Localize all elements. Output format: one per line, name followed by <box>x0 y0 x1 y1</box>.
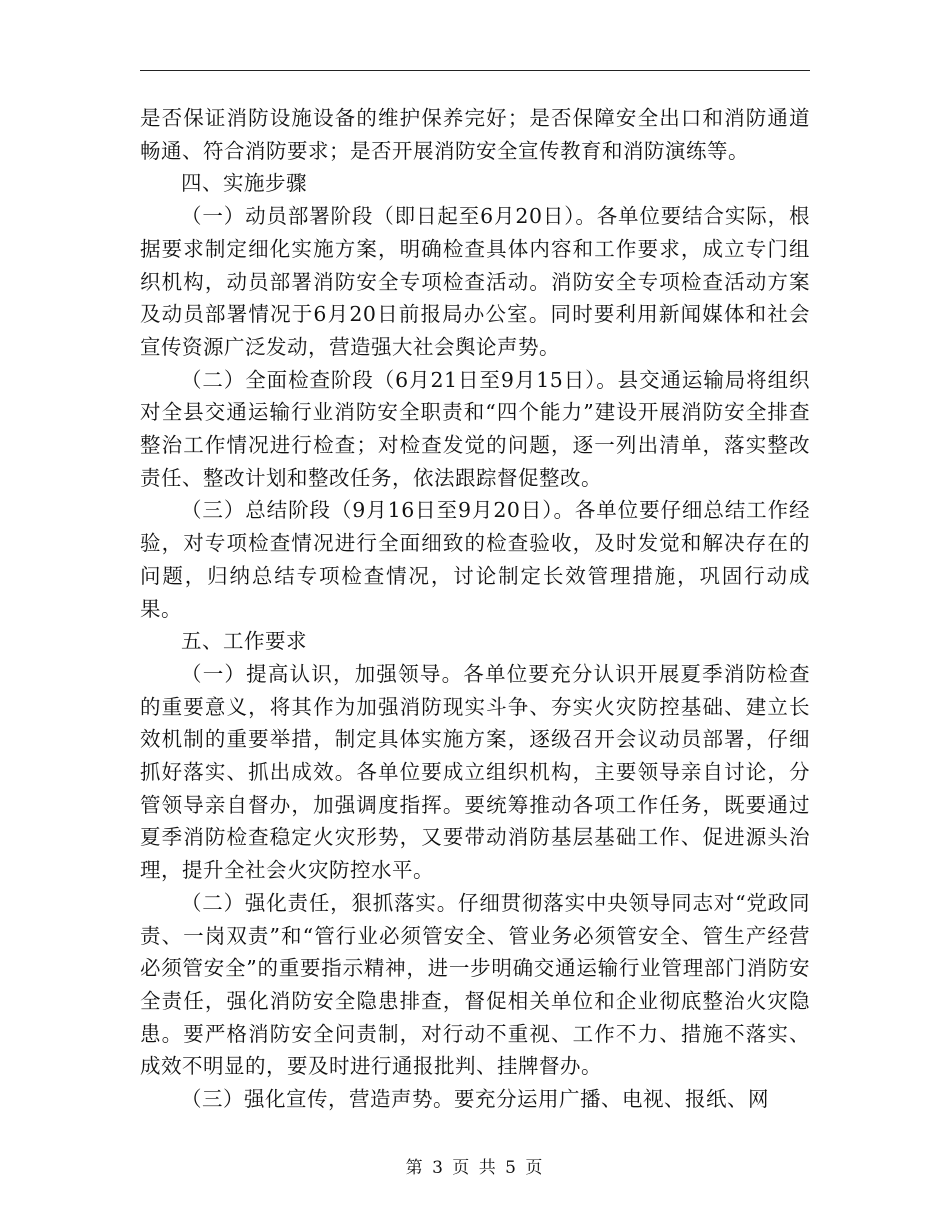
paragraph-strengthen-publicity: （三）强化宣传，营造声势。要充分运用广播、电视、报纸、网 <box>181 1087 769 1112</box>
paragraph-summary-stage: （三）总结阶段（9月16日至9月20日）。各单位要仔细总结工作经验，对专项检查情况进行全面细致的检查验收，及时发觉和解决存在的问题，归纳总结专项检查情况，讨论制定长效管理措施，巩固行动成果。 <box>140 498 810 621</box>
paragraph-strengthen-responsibility: （二）强化责任，狠抓落实。仔细贯彻落实中央领导同志对“党政同责、一岗双责”和“管行业必须管安全、管业务必须管安全、管生产经营必须管安全”的重要指示精神，进一步明确交通运输行业管理部门消防安全责任，强化消防安全隐患排查，督促相关单位和企业彻底整治火灾隐患。要严格消防安全问责制，对行动不重视、工作不力、措施不落实、成效不明显的，要及时进行通报批判、挂牌督办。 <box>140 890 810 1079</box>
section-heading-work-requirements: 五、工作要求 <box>181 629 307 654</box>
paragraph-raise-awareness: （一）提高认识，加强领导。各单位要充分认识开展夏季消防检查的重要意义，将其作为加强消防现实斗争、夯实火灾防控基础、建立长效机制的重要举措，制定具体实施方案，逐级召开会议动员部署，仔细抓好落实、抓出成效。各单位要成立组织机构，主要领导亲自讨论，分管领导亲自督办，加强调度指挥。要统筹推动各项工作任务，既要通过夏季消防检查稳定火灾形势，又要带动消防基层基础工作、促进源头治理，提升全社会火灾防控水平。 <box>140 661 810 883</box>
page-footer: 第 3 页 共 5 页 <box>405 1158 545 1178</box>
document-body <box>140 102 810 1116</box>
section-heading-implementation-steps: 四、实施步骤 <box>181 171 307 196</box>
paragraph-mobilization-stage: （一）动员部署阶段（即日起至6月20日）。各单位要结合实际，根据要求制定细化实施方案，明确检查具体内容和工作要求，成立专门组织机构，动员部署消防安全专项检查活动。消防安全专项检查活动方案及动员部署情况于6月20日前报局办公室。同时要利用新闻媒体和社会宣传资源广泛发动，营造强大社会舆论声势。 <box>140 204 810 359</box>
paragraph-inspection-stage: （二）全面检查阶段（6月21日至9月15日）。县交通运输局将组织对全县交通运输行业消防安全职责和“四个能力”建设开展消防安全排查整治工作情况进行检查；对检查发觉的问题，逐一列出清单，落实整改责任、整改计划和整改任务，依法跟踪督促整改。 <box>140 367 810 490</box>
paragraph-continuation: 是否保证消防设施设备的维护保养完好；是否保障安全出口和消防通道畅通、符合消防要求；是否开展消防安全宣传教育和消防演练等。 <box>140 106 810 163</box>
header-rule <box>140 70 810 71</box>
